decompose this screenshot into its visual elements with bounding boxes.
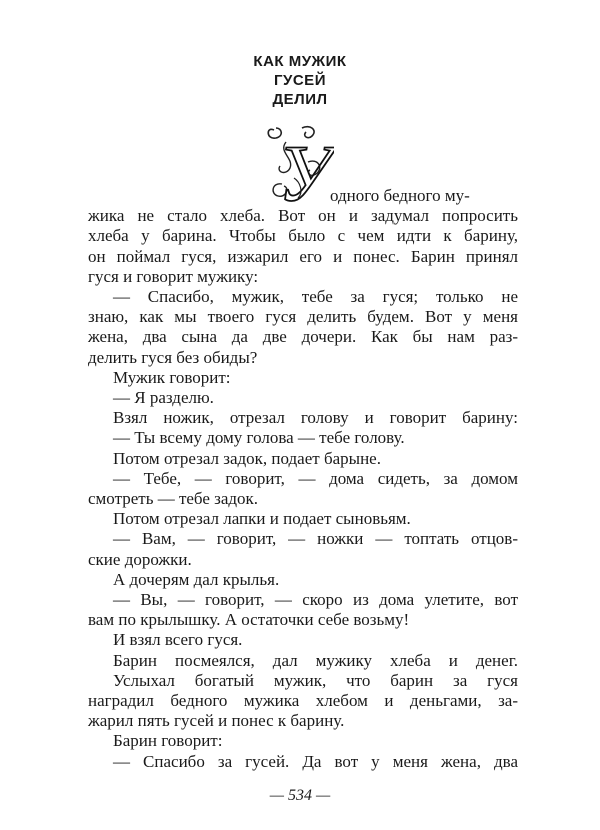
text-line-23: И взял всего гуся. <box>113 630 243 650</box>
ornamental-dropcap-u <box>264 122 334 210</box>
text-line-4: он поймал гуся, изжарил его и понес. Барин принял <box>88 246 518 266</box>
story-title <box>0 52 600 109</box>
text-line-8: жена, два сына да две дочери. Как бы нам раз- <box>88 327 518 347</box>
text-line-16: смотреть — тебе задок. <box>88 489 259 508</box>
text-line-5: гуся и говорит мужику: <box>88 266 259 286</box>
text-line-9: делить гуся без обиды? <box>88 347 258 367</box>
text-line-14: Потом отрезал задок, подает барыне. <box>113 448 381 468</box>
text-line-27: жарил пять гусей и понес к барину. <box>88 711 345 731</box>
text-line-20: А дочерям дал крылья. <box>113 569 280 589</box>
text-line-26: наградил бедного мужика хлебом и деньгами, за- <box>88 691 518 710</box>
text-line-15: — Тебе, — говорит, — дома сидеть, за домом <box>113 468 518 488</box>
text-line-11: — Я разделю. <box>113 388 214 407</box>
text-line-13: — Ты всему дому голова — тебе голову. <box>113 428 405 448</box>
text-line-19: ские дорожки. <box>88 549 192 569</box>
text-line-21: — Вы, — говорит, — скоро из дома улетите, вот <box>113 590 518 609</box>
text-line-24: Барин посмеялся, дал мужику хлеба и денег. <box>113 650 518 670</box>
svg-text:У: У <box>278 130 332 210</box>
title-line-2: ГУСЕЙ <box>274 72 326 89</box>
text-line-7: знаю, как мы твоего гуся делить будем. Вот у меня <box>88 307 518 327</box>
text-line-12: Взял ножик, отрезал голову и говорит барину: <box>113 408 518 428</box>
text-line-6: — Спасибо, мужик, тебе за гуся; только не <box>113 287 518 306</box>
title-line-1: КАК МУЖИК <box>253 53 347 70</box>
text-line-25: Услыхал богатый мужик, что барин за гуся <box>113 670 518 690</box>
text-line-10: Мужик говорит: <box>113 367 231 387</box>
text-line-29: — Спасибо за гусей. Да вот у меня жена, два <box>113 751 518 771</box>
text-line-22: вам по крылышку. А остаточки себе возьму! <box>88 610 410 630</box>
text-line-28: Барин говорит: <box>113 731 223 751</box>
text-line-2: жика не стало хлеба. Вот он и задумал попросить <box>88 206 518 226</box>
page-number: — 534 — <box>269 786 331 804</box>
text-line-18: — Вам, — говорит, — ножки — топтать отцов- <box>113 529 518 549</box>
text-line-3: хлеба у барина. Чтобы было с чем идти к барину, <box>88 226 518 246</box>
text-line-17: Потом отрезал лапки и подает сыновьям. <box>113 509 411 529</box>
title-line-3: ДЕЛИЛ <box>272 91 328 108</box>
text-line-1: одного бедного му- <box>330 186 470 205</box>
